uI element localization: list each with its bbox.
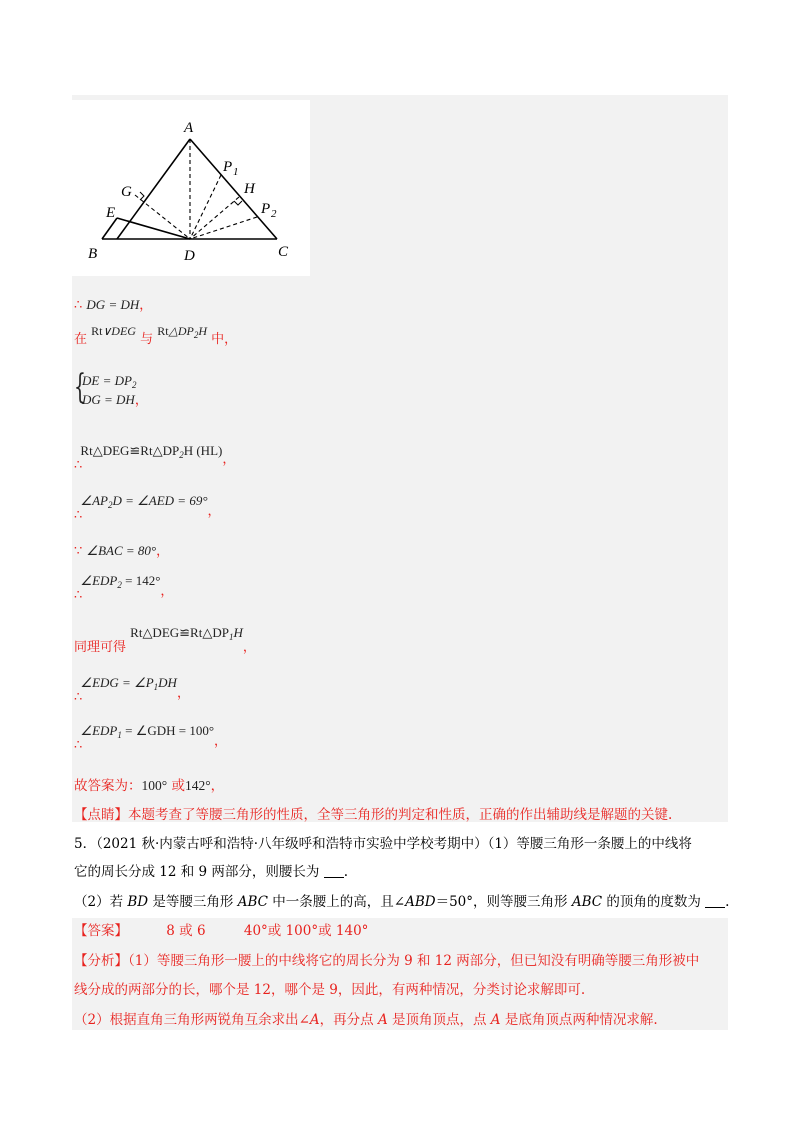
step-10: ∴ $\angle EDP_1$ = ∠GDH = 100°， (74, 723, 228, 753)
label-p2: P (261, 201, 271, 217)
label-a: A (184, 120, 194, 136)
step-5: ∴ $\angle AP_2D$ = ∠AED = 69°， (74, 493, 221, 523)
label-c: C (278, 244, 289, 260)
question-5-line-2: 它的周长分成 12 和 9 两部分，则腰长为 . (74, 864, 349, 880)
system-brace: { (74, 367, 86, 407)
label-e: E (106, 205, 116, 221)
step-9: ∴ ∠EDG = $\angle P_1DH$， (74, 675, 190, 705)
blank-2[interactable] (705, 895, 725, 908)
question-5-line-3: （2）若 BD 是等腰三角形 ABC 中一条腰上的高，且∠ABD＝50°，则等腰三角形 ABC 的顶角的度数为 . (74, 894, 730, 910)
analysis-line-3: （2）根据直角三角形两锐角互余求出∠A，再分点 A 是顶角顶点，点 A 是底角顶点两种情况求解. (74, 1012, 658, 1028)
label-d: D (184, 248, 195, 264)
answer-5-line: 【答案】 8 或 6 40°或 100°或 140° (74, 923, 369, 939)
comment-line: 【点睛】本题考查了等腰三角形的性质，全等三角形的判定和性质，正确的作出辅助线是解题的关键. (74, 807, 673, 823)
label-g: G (121, 184, 132, 200)
step-2: 在 Rt∨DEG 与 $Rt\triangle DP_2H$ 中， (74, 324, 238, 347)
step-1: ∴ DG = DH， (74, 297, 153, 313)
analysis-line-2: 线分成的两部分的长，哪个是 12，哪个是 9，因此，有两种情况，分类讨论求解即可. (74, 982, 586, 998)
step-6: ∵ ∠BAC = 80°， (74, 543, 170, 559)
answer-line: 故答案为：100° 或142°， (74, 778, 225, 794)
label-h: H (244, 181, 255, 197)
step-3-eq1: DE = $DP_2$ (82, 373, 137, 390)
question-5-line-1: 5．（2021 秋·内蒙古呼和浩特·八年级呼和浩特市实验中学校考期中）（1）等腰三角形一条腰上的中线将 (74, 836, 692, 852)
triangle-diagram (72, 100, 310, 276)
label-p1-sub: 1 (233, 166, 239, 178)
label-p1: P (223, 159, 233, 175)
label-b: B (88, 246, 98, 262)
step-7: ∴ $\angle EDP_2 = 142^\circ$， (74, 573, 174, 603)
step-3-eq2: DG = DH， (82, 392, 148, 408)
analysis-line-1: 【分析】（1）等腰三角形一腰上的中线将它的周长分为 9 和 12 两部分，但已知没有明确等腰三角形被中 (74, 953, 700, 969)
step-8: 同理可得 $Rt\triangle DEG≌Rt\triangle DP_1H$， (74, 625, 256, 655)
blank-1[interactable] (324, 865, 344, 878)
triangle-figure (72, 100, 310, 276)
step-4: ∴ $Rt\triangle DEG≌Rt\triangle DP_2H$ (HL)， (74, 443, 236, 473)
label-p2-sub: 2 (271, 208, 277, 220)
